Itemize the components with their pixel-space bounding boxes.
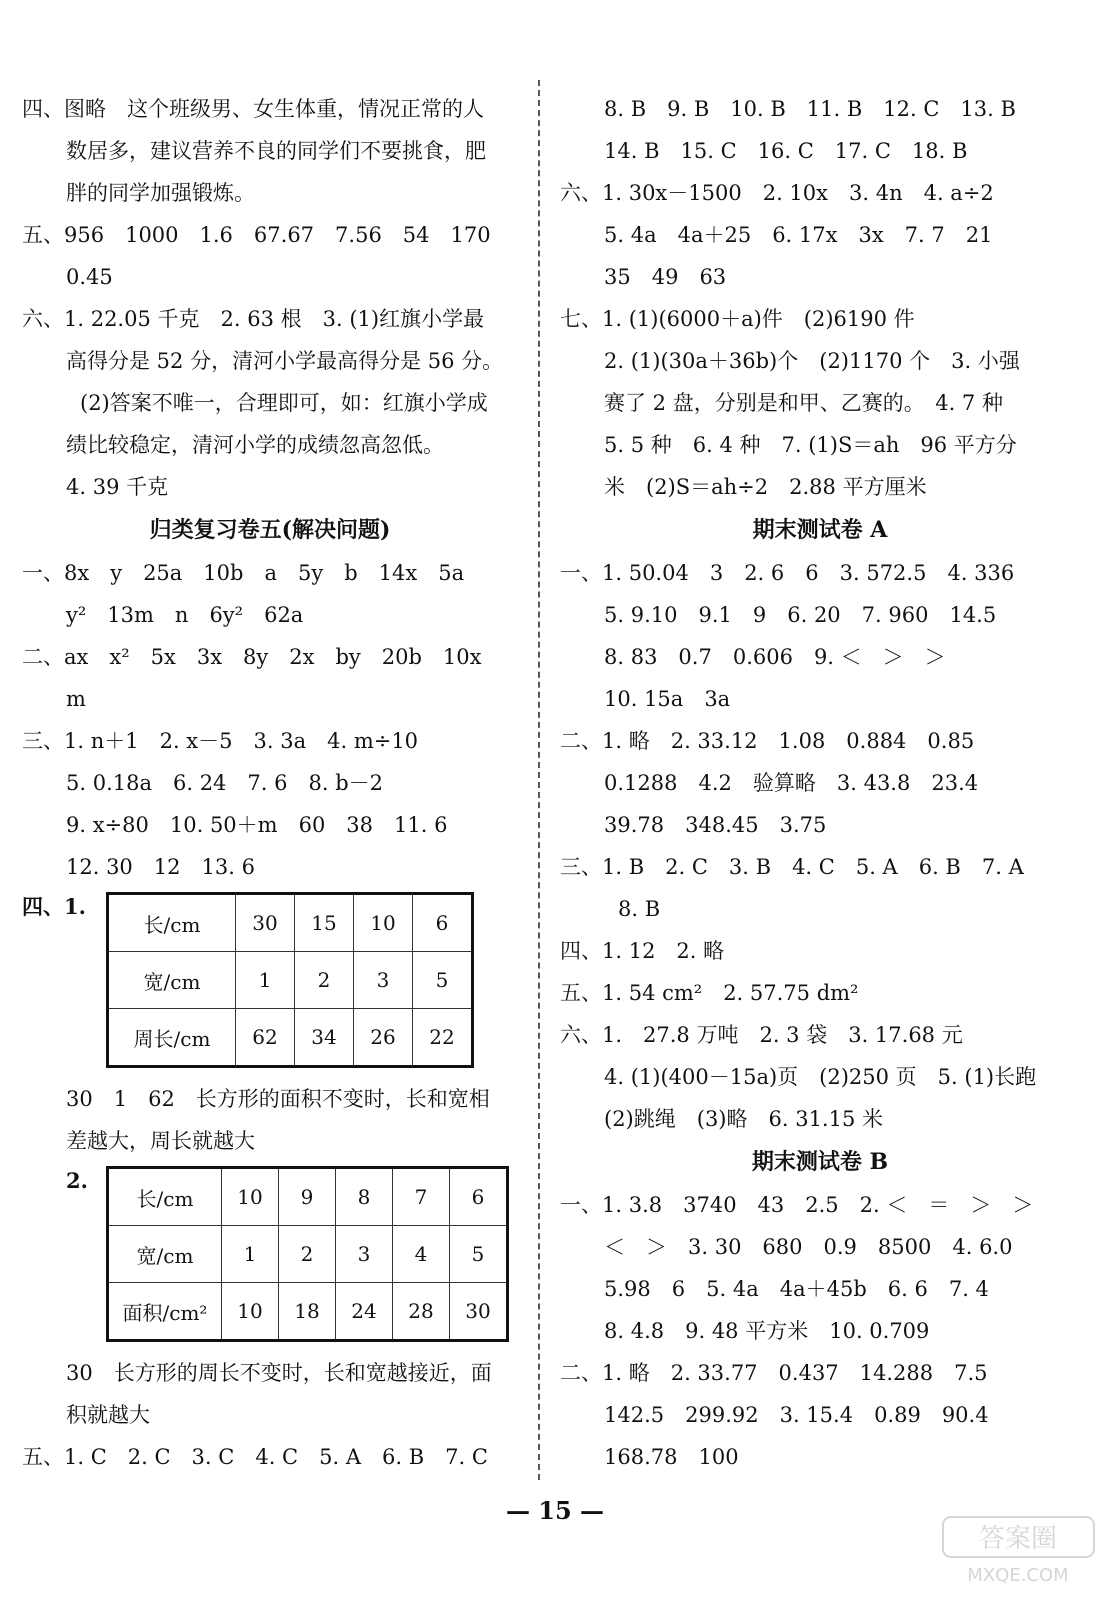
r-s7-line-1: 七、1. (1)(6000＋a)件 (2)6190 件	[560, 307, 915, 331]
table-cell: 10	[222, 1283, 279, 1341]
b1-line-3: 5.98 6 5. 4a 4a＋45b 6. 6 7. 4	[604, 1277, 989, 1301]
s4-label: 四、1.	[22, 894, 86, 919]
b1-line-1: 一、1. 3.8 3740 43 2.5 2. ＜ ＝ ＞ ＞	[560, 1193, 1034, 1217]
b2-line-1: 二、1. 略 2. 33.77 0.437 14.288 7.5	[560, 1361, 988, 1385]
table-cell: 面积/cm²	[108, 1283, 222, 1341]
b2-line-3: 168.78 100	[604, 1445, 739, 1469]
a2-line-1: 二、1. 略 2. 33.12 1.08 0.884 0.85	[560, 729, 975, 753]
table-cell: 24	[336, 1283, 393, 1341]
table-cell: 长/cm	[108, 1168, 222, 1226]
a6-line-2: 4. (1)(400－15a)页 (2)250 页 5. (1)长跑	[604, 1065, 1037, 1089]
s3-line-4: 12. 30 12 13. 6	[66, 855, 255, 879]
s1-line-1: 一、8x y 25a 10b a 5y b 14x 5a	[22, 561, 465, 585]
a3-line-1: 三、1. B 2. C 3. B 4. C 5. A 6. B 7. A	[560, 855, 1024, 879]
table-cell: 6	[413, 894, 473, 952]
top-line-1: 8. B 9. B 10. B 11. B 12. C 13. B	[604, 97, 1016, 121]
table2-row	[22, 1166, 518, 1342]
page-number: — 15 —	[505, 1496, 605, 1525]
table-cell: 62	[236, 1009, 295, 1067]
q6-line-3: (2)答案不唯一，合理即可，如：红旗小学成	[80, 391, 488, 415]
b1-line-4: 8. 4.8 9. 48 平方米 10. 0.709	[604, 1319, 930, 1343]
table-cell: 宽/cm	[108, 1226, 222, 1283]
s4-text1-line-1: 30 1 62 长方形的面积不变时，长和宽相	[66, 1087, 490, 1111]
s2-line-1: 二、ax x² 5x 3x 8y 2x by 20b 10x	[22, 645, 482, 669]
left-column	[22, 88, 518, 1478]
table-cell: 28	[393, 1283, 450, 1341]
a5-line: 五、1. 54 cm² 2. 57.75 dm²	[560, 981, 859, 1005]
q6-line-2: 高得分是 52 分，清河小学最高得分是 56 分。	[66, 349, 504, 373]
s4-text2-line-2: 积就越大	[66, 1403, 150, 1427]
a6-line-1: 六、1. 27.8 万吨 2. 3 袋 3. 17.68 元	[560, 1023, 963, 1047]
b1-line-2: ＜ ＞ 3. 30 680 0.9 8500 4. 6.0	[604, 1235, 1013, 1259]
length-width-area-table	[106, 1166, 509, 1342]
table-row	[108, 1168, 508, 1226]
q4-line-2: 数居多，建议营养不良的同学们不要挑食，肥	[66, 139, 486, 163]
right-column	[560, 88, 1080, 1478]
table-cell: 9	[279, 1168, 336, 1226]
r-s6-line-2: 5. 4a 4a＋25 6. 17x 3x 7. 7 21	[604, 223, 993, 247]
table-row	[108, 1009, 473, 1067]
s4-text2-line-1: 30 长方形的周长不变时，长和宽越接近，面	[66, 1361, 492, 1385]
table-cell: 周长/cm	[108, 1009, 236, 1067]
a2-line-3: 39.78 348.45 3.75	[604, 813, 827, 837]
s4-text1-line-2: 差越大，周长就越大	[66, 1129, 255, 1153]
table-cell: 6	[450, 1168, 508, 1226]
r-s7-line-5: 米 (2)S＝ah÷2 2.88 平方厘米	[604, 475, 927, 499]
top-line-2: 14. B 15. C 16. C 17. C 18. B	[604, 139, 968, 163]
table-cell: 26	[354, 1009, 413, 1067]
q5-line-2: 0.45	[66, 265, 113, 289]
s3-line-1: 三、1. n＋1 2. x－5 3. 3a 4. m÷10	[22, 729, 419, 753]
r-s6-line-3: 35 49 63	[604, 265, 727, 289]
q5-line-1: 五、956 1000 1.6 67.67 7.56 54 170	[22, 223, 491, 247]
s3-line-2: 5. 0.18a 6. 24 7. 6 8. b－2	[66, 771, 384, 795]
table-cell: 34	[295, 1009, 354, 1067]
table-cell: 宽/cm	[108, 952, 236, 1009]
table-cell: 5	[413, 952, 473, 1009]
table-cell: 10	[354, 894, 413, 952]
table-row	[108, 952, 473, 1009]
length-width-perimeter-table	[106, 892, 474, 1068]
table-cell: 2	[279, 1226, 336, 1283]
table-row	[108, 1226, 508, 1283]
table-cell: 10	[222, 1168, 279, 1226]
a2-line-2: 0.1288 4.2 验算略 3. 43.8 23.4	[604, 771, 979, 795]
a6-line-3: (2)跳绳 (3)略 6. 31.15 米	[604, 1107, 883, 1131]
a4-line: 四、1. 12 2. 略	[560, 939, 725, 963]
table-cell: 1	[222, 1226, 279, 1283]
r-s7-line-2: 2. (1)(30a＋36b)个 (2)1170 个 3. 小强	[604, 349, 1020, 373]
exam-a-title: 期末测试卷 A	[752, 517, 888, 543]
b2-line-2: 142.5 299.92 3. 15.4 0.89 90.4	[604, 1403, 989, 1427]
table-cell: 1	[236, 952, 295, 1009]
exam-b-title: 期末测试卷 B	[751, 1149, 889, 1175]
a1-line-1: 一、1. 50.04 3 2. 6 6 3. 572.5 4. 336	[560, 561, 1015, 585]
table-cell: 3	[354, 952, 413, 1009]
s4-label-2: 2.	[66, 1168, 88, 1193]
section-title: 归类复习卷五(解决问题)	[149, 517, 391, 543]
q6-line-4: 绩比较稳定，清河小学的成绩忽高忽低。	[66, 433, 444, 457]
r-s6-line-1: 六、1. 30x－1500 2. 10x 3. 4n 4. a÷2	[560, 181, 994, 205]
a3-line-2: 8. B	[618, 897, 661, 921]
table-cell: 22	[413, 1009, 473, 1067]
table-cell: 15	[295, 894, 354, 952]
q4-line-3: 胖的同学加强锻炼。	[66, 181, 255, 205]
table-cell: 长/cm	[108, 894, 236, 952]
table-cell: 3	[336, 1226, 393, 1283]
a1-line-2: 5. 9.10 9.1 9 6. 20 7. 960 14.5	[604, 603, 997, 627]
table-cell: 30	[450, 1283, 508, 1341]
table-cell: 8	[336, 1168, 393, 1226]
table-row	[108, 1283, 508, 1341]
watermark-logo-icon	[941, 1515, 1096, 1587]
table-cell: 30	[236, 894, 295, 952]
table-cell: 4	[393, 1226, 450, 1283]
column-divider	[538, 80, 540, 1480]
q6-line-5: 4. 39 千克	[66, 475, 169, 499]
table-cell: 18	[279, 1283, 336, 1341]
table-cell: 7	[393, 1168, 450, 1226]
r-s7-line-4: 5. 5 种 6. 4 种 7. (1)S＝ah 96 平方分	[604, 433, 1017, 457]
svg-text:MXQE.COM: MXQE.COM	[967, 1565, 1069, 1586]
s2-line-2: m	[66, 687, 86, 711]
svg-text:答案圈: 答案圈	[978, 1524, 1058, 1554]
table-cell: 5	[450, 1226, 508, 1283]
a1-line-4: 10. 15a 3a	[604, 687, 731, 711]
q6-line-1: 六、1. 22.05 千克 2. 63 根 3. (1)红旗小学最	[22, 307, 485, 331]
q4-line-1: 四、图略 这个班级男、女生体重，情况正常的人	[22, 97, 484, 121]
r-s7-line-3: 赛了 2 盘，分别是和甲、乙赛的。 4. 7 种	[604, 391, 1003, 415]
table-cell: 2	[295, 952, 354, 1009]
table1-row	[22, 892, 518, 1068]
table-row	[108, 894, 473, 952]
s3-line-3: 9. x÷80 10. 50＋m 60 38 11. 6	[66, 813, 448, 837]
s1-line-2: y² 13m n 6y² 62a	[66, 603, 304, 627]
s5-line: 五、1. C 2. C 3. C 4. C 5. A 6. B 7. C	[22, 1445, 488, 1469]
a1-line-3: 8. 83 0.7 0.606 9. ＜ ＞ ＞	[604, 645, 946, 669]
